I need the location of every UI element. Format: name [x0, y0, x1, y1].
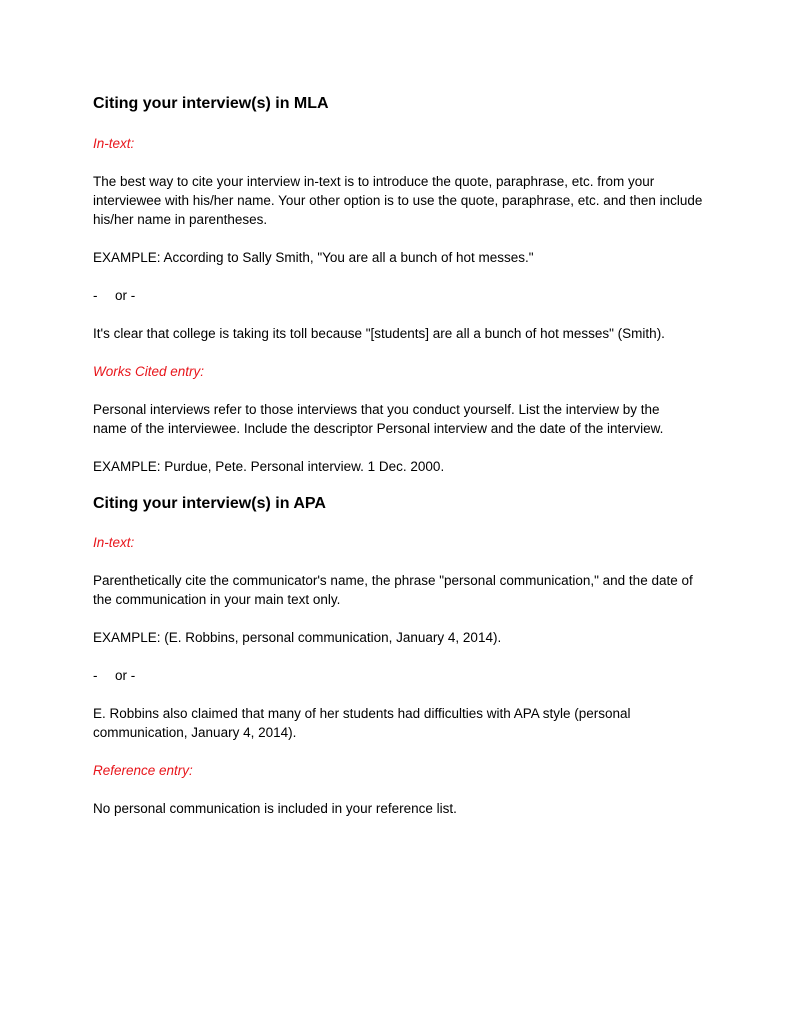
mla-or-text: or - — [115, 288, 136, 303]
document-page — [93, 94, 713, 818]
apa-intext-paragraph: Parenthetically cite the communicator's name, the phrase "personal communication," and the date of the communication in your main text only. — [93, 573, 693, 607]
mla-dash: - — [93, 288, 98, 303]
mla-works-cited-paragraph: Personal interviews refer to those interviews that you conduct yourself. List the interview by the name of the interviewee. Include the descriptor Personal interview and the date of the interview. — [93, 402, 664, 436]
mla-intext-paragraph: The best way to cite your interview in-text is to introduce the quote, paraphrase, etc. from your interviewee with his/her name. Your other option is to use the quote, paraphrase, etc. and then include his/her name in parentheses. — [93, 174, 703, 227]
mla-intext-label: In-text: — [93, 136, 135, 151]
mla-works-cited-example: EXAMPLE: Purdue, Pete. Personal interview. 1 Dec. 2000. — [93, 459, 445, 474]
mla-heading: Citing your interview(s) in MLA — [93, 95, 329, 112]
mla-works-cited-label: Works Cited entry: — [93, 364, 205, 379]
apa-reference-label: Reference entry: — [93, 763, 193, 778]
apa-heading: Citing your interview(s) in APA — [93, 495, 326, 512]
apa-reference-paragraph: No personal communication is included in your reference list. — [93, 801, 457, 816]
apa-example-1: EXAMPLE: (E. Robbins, personal communication, January 4, 2014). — [93, 630, 502, 645]
apa-dash: - — [93, 668, 98, 683]
mla-example-1: EXAMPLE: According to Sally Smith, "You are all a bunch of hot messes." — [93, 250, 534, 265]
apa-or-separator — [93, 666, 713, 685]
apa-or-text: or - — [115, 668, 136, 683]
apa-intext-label: In-text: — [93, 535, 135, 550]
mla-or-separator — [93, 286, 713, 305]
mla-example-2: It's clear that college is taking its toll because "[students] are all a bunch of hot messes" (Smith). — [93, 326, 665, 341]
apa-example-2: E. Robbins also claimed that many of her students had difficulties with APA style (personal communication, January 4, 2014). — [93, 706, 631, 740]
